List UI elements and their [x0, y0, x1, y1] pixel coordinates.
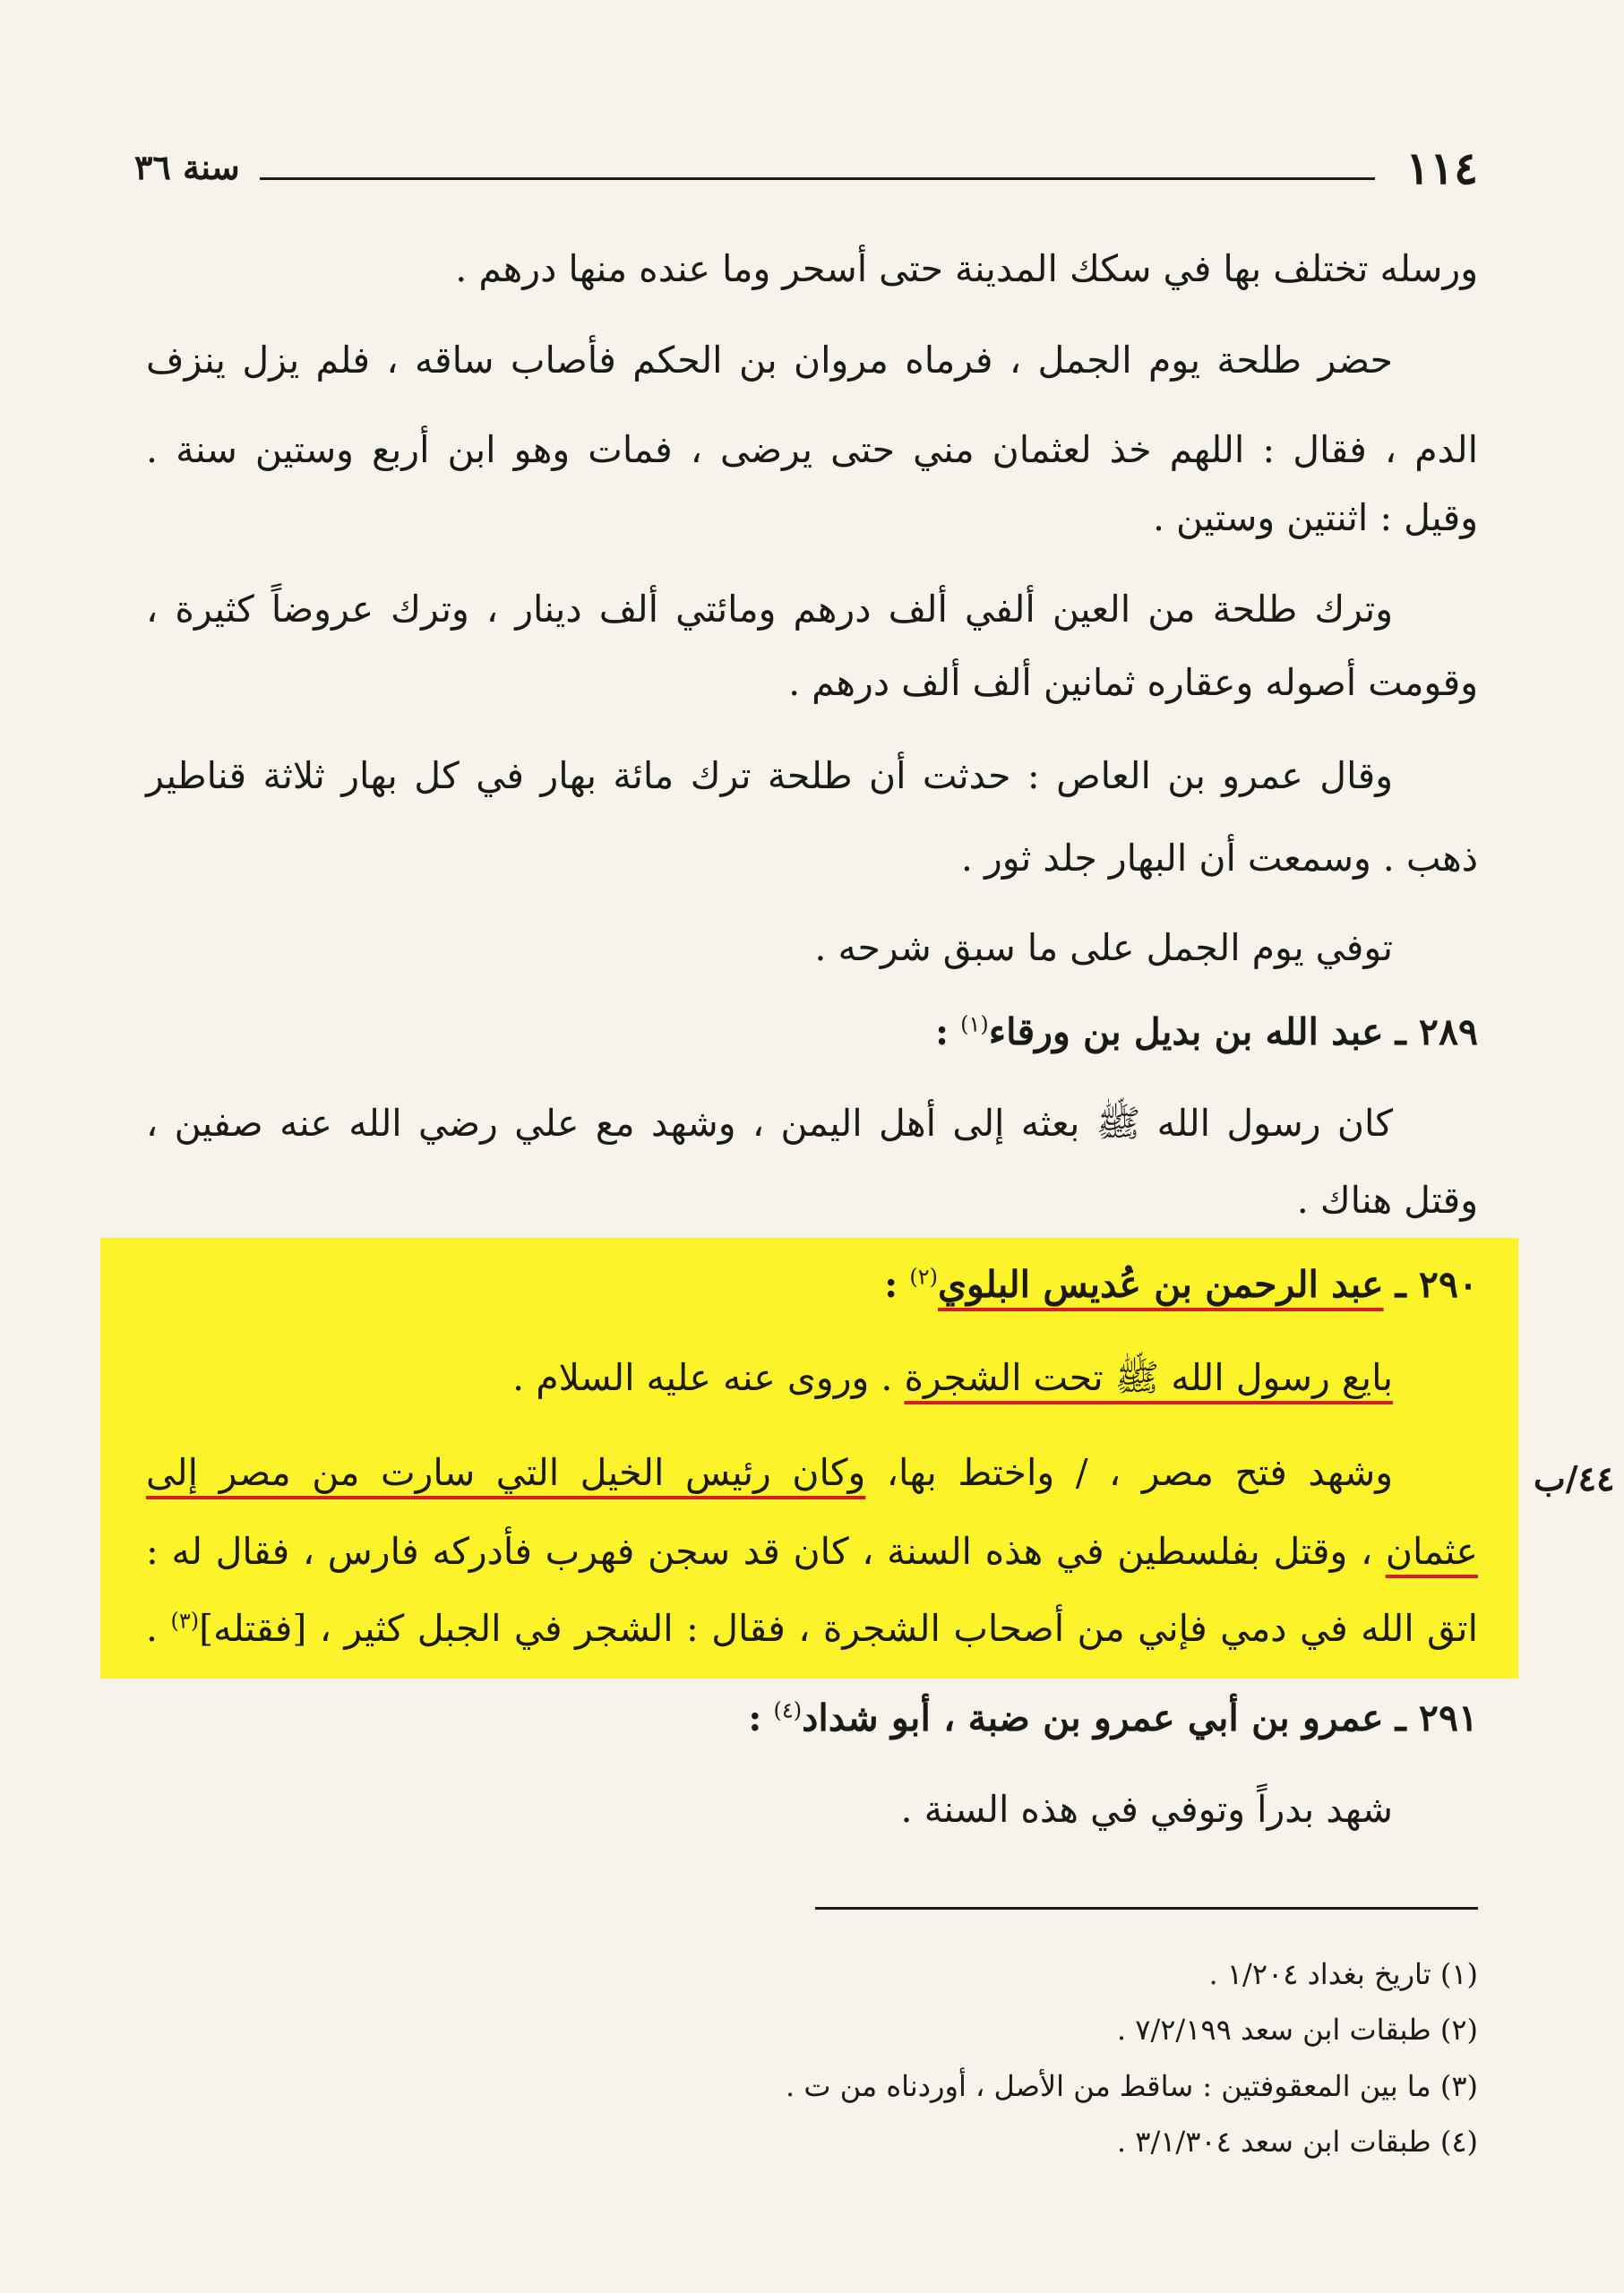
text-span: اتق الله في دمي فإني من أصحاب الشجرة ، فقال : الشجر في الجبل كثير ، [فقتله]	[199, 1607, 1478, 1650]
entry-number: ٢٨٩ ـ	[1395, 1010, 1478, 1053]
text-line: ورسله تختلف بها في سكك المدينة حتى أسحر وما عنده منها درهم .	[455, 247, 1478, 290]
text-line	[146, 1524, 1478, 1578]
running-title: سنة ٣٦	[134, 147, 240, 187]
underlined-phrase: وكان رئيس الخيل التي سارت من مصر إلى	[146, 1451, 866, 1494]
text-line: وقيل : اثنتين وستين .	[1152, 496, 1478, 539]
manuscript-folio-note: ٤٤/ب	[1534, 1458, 1615, 1499]
text-line: حضر طلحة يوم الجمل ، فرماه مروان بن الحكم فأصاب ساقه ، فلم يزل ينزف	[146, 339, 1393, 382]
footnote: (٣) ما بين المعقوفتين : ساقط من الأصل ، أوردناه من ت .	[786, 2069, 1478, 2103]
text-line	[146, 1602, 1478, 1655]
entry-name: عبد الله بن بديل بن ورقاء	[988, 1010, 1384, 1053]
footnote-rule	[815, 1907, 1478, 1910]
underlined-phrase: بايع رسول الله ﷺ تحت الشجرة	[904, 1356, 1393, 1399]
entry-name: عبد الرحمن بن عُديس البلوي	[937, 1263, 1384, 1306]
text-line: وقومت أصوله وعقاره ثمانين ألف ألف درهم .	[788, 661, 1478, 704]
footnote-ref: (٣)	[170, 1608, 200, 1634]
page-number: ١١٤	[1405, 142, 1478, 194]
entry-heading-289	[935, 1005, 1478, 1059]
text-span: وشهد فتح مصر ، / واختط بها،	[865, 1451, 1393, 1494]
entry-colon: :	[748, 1696, 762, 1739]
footnote-ref: (٢)	[909, 1264, 938, 1290]
entry-heading-291	[748, 1691, 1478, 1745]
footnote-ref: (٤)	[773, 1697, 803, 1723]
entry-colon: :	[884, 1263, 898, 1306]
text-line	[146, 1446, 1393, 1499]
entry-name: عمرو بن أبي عمرو بن ضبة ، أبو شداد	[802, 1696, 1384, 1739]
text-line: ذهب . وسمعت أن البهار جلد ثور .	[960, 837, 1478, 880]
footnote: (٢) طبقات ابن سعد ٧/٢/١٩٩ .	[1116, 2013, 1478, 2047]
text-line: توفي يوم الجمل على ما سبق شرحه .	[814, 926, 1393, 969]
text-line: شهد بدراً وتوفي في هذه السنة .	[900, 1788, 1393, 1831]
text-line: الدم ، فقال : اللهم خذ لعثمان مني حتى يرضى ، فمات وهو ابن أربع وستين سنة .	[146, 428, 1478, 471]
entry-colon: :	[934, 1010, 949, 1053]
text-line: كان رسول الله ﷺ بعثه إلى أهل اليمن ، وشهد مع علي رضي الله عنه صفين ،	[146, 1102, 1393, 1145]
footnote: (٤) طبقات ابن سعد ٣/١/٣٠٤ .	[1116, 2125, 1478, 2159]
text-span: . وروى عنه عليه السلام .	[512, 1356, 893, 1399]
underlined-phrase: عثمان	[1385, 1530, 1478, 1573]
page-header	[134, 142, 1478, 195]
text-line: وقال عمرو بن العاص : حدثت أن طلحة ترك مائة بهار في كل بهار ثلاثة قناطير	[146, 754, 1393, 797]
footnote: (١) تاريخ بغداد ١/٢٠٤ .	[1208, 1957, 1478, 1991]
text-line	[512, 1351, 1393, 1404]
text-line: وقتل هناك .	[1296, 1179, 1478, 1222]
footnote-ref: (١)	[960, 1011, 989, 1037]
text-span: ، وقتل بفلسطين في هذه السنة ، كان قد سجن فهرب فأدركه فارس ، فقال له :	[146, 1530, 1373, 1573]
entry-number: ٢٩١ ـ	[1395, 1696, 1478, 1739]
text-span: .	[146, 1607, 159, 1650]
entry-heading-290	[884, 1258, 1478, 1311]
header-rule	[260, 177, 1375, 180]
text-line: وترك طلحة من العين ألفي ألف درهم ومائتي ألف دينار ، وترك عروضاً كثيرة ،	[146, 588, 1393, 631]
entry-number: ٢٩٠ ـ	[1395, 1263, 1478, 1306]
